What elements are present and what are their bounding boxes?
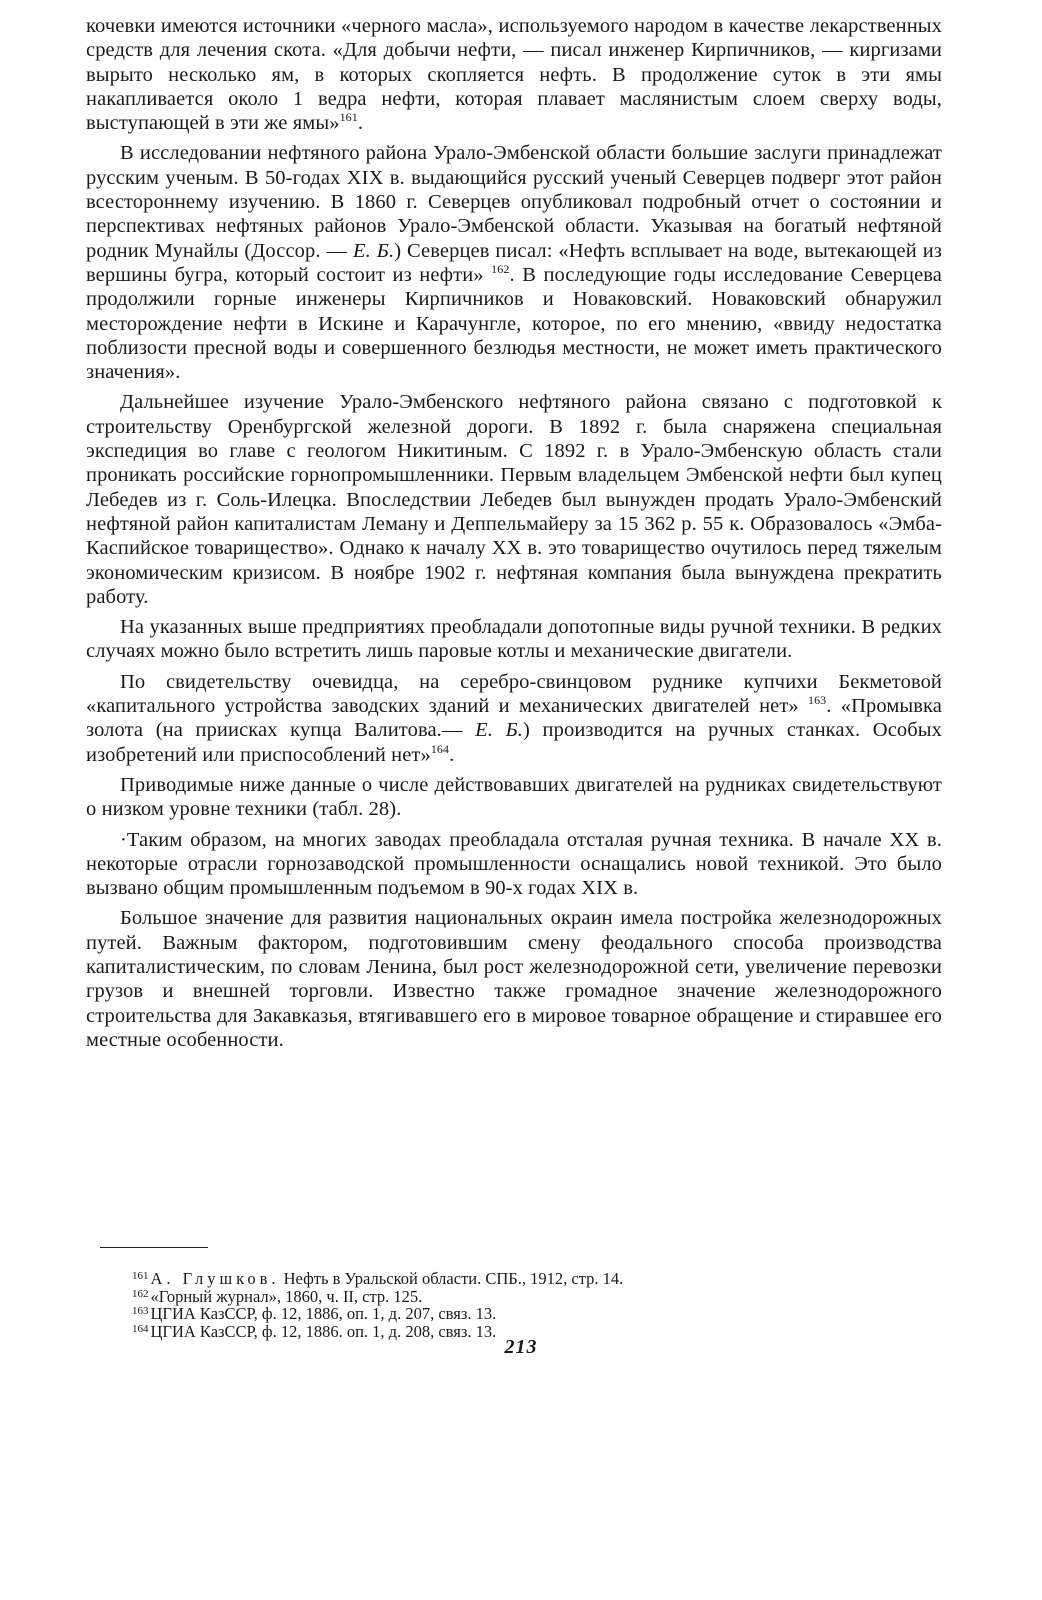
- footnotes: [132, 1270, 932, 1340]
- footnote-ref-162[interactable]: 162: [491, 261, 510, 276]
- paragraph-5: По свидетельству очевидца, на серебро-свинцовом руднике купчихи Бекметовой «капитального устройства заводских зданий и механических двигателей нет» $^{163}$. «Промывка золота (на приисках купца Валитова.— Е. Б.) производится на ручных станках. Особых изобретений или приспособлений нет»$^{164}$.: [86, 670, 942, 766]
- page-body: [86, 14, 942, 1058]
- footnote-162: $^{162}$ «Горный журнал», 1860, ч. II, стр. 125.: [132, 1286, 423, 1306]
- page-number: 213: [504, 1336, 538, 1358]
- paragraph-1: кочевки имеются источники «черного масла», используемого народом в качестве лекарственных средств для лечения скота. «Для добычи нефти, — писал инженер Кирпичников, — киргизами вырыто несколько ям, в которых скопляется нефть. В продолжение суток в эти ямы накапливается около 1 ведра нефти, которая плавает маслянистым слоем сверху воды, выступающей в эти же ямы»$^{161}$.: [86, 15, 942, 135]
- paragraph-4: На указанных выше предприятиях преобладали допотопные виды ручной техники. В редких случаях можно было встретить лишь паровые котлы и механические двигатели.: [86, 616, 942, 663]
- paragraph-8: Большое значение для развития национальных окраин имела постройка железнодорожных путей. Важным фактором, подготовившим смену феодального способа производства капиталистическим, по словам Ленина, был рост железнодорожной сети, увеличение перевозки грузов и внешней торговли. Известно также громадное значение железнодорожного строительства для Закавказья, втягивавшего его в мировое товарное обращение и стиравшее его местные особенности.: [86, 907, 942, 1051]
- paragraph-2: В исследовании нефтяного района Урало-Эмбенской области большие заслуги принадлежат русским ученым. В 50-годах XIX в. выдающийся русский ученый Северцев подверг этот район всестороннему изучению. В 1860 г. Северцев опубликовал подробный отчет о состоянии и перспективах нефтяных районов Урало-Эмбенской области. Указывая на богатый нефтяной родник Мунайлы (Доссор. — Е. Б.) Северцев писал: «Нефть всплывает на воде, вытекающей из вершины бугра, который состоит из нефти» $^{162}$. В последующие годы исследование Северцева продолжили горные инженеры Кирпичников и Новаковский. Новаковский обнаружил месторождение нефти в Искине и Карачунгле, которое, по его мнению, «ввиду недостатка поблизости пресной воды и совершенного безлюдья местности, не может иметь практического значения».: [86, 142, 943, 384]
- footnote-author: А. Глушков.: [150, 1269, 280, 1288]
- footnote-161: $^{161}$ А. Глушков. Нефть в Уральской области. СПБ., 1912, стр. 14.: [132, 1269, 624, 1288]
- paragraph-7: ·Таким образом, на многих заводах преобладала отсталая ручная техника. В начале XX в. некоторые отрасли горнозаводской промышленности оснащались новой техникой. Это было вызвано общим промышленным подъемом в 90-х годах XIX в.: [86, 828, 942, 900]
- footnote-ref-164[interactable]: 164: [430, 741, 450, 756]
- footnote-ref-163[interactable]: 163: [807, 693, 827, 708]
- paragraph-3: Дальнейшее изучение Урало-Эмбенского нефтяного района связано с подготовкой к строительству Оренбургской железной дороги. В 1892 г. была снаряжена специальная экспедиция во главе с геологом Никитиным. С 1892 г. в Урало-Эмбенскую область стали проникать российские горнопромышленники. Первым владельцем Эмбенской нефти был купец Лебедев из г. Соль-Илецка. Впоследствии Лебедев был вынужден продать Урало-Эмбенский нефтяной район капиталистам Леману и Деппельмайеру за 15 362 р. 55 к. Образовалось «Эмба-Каспийское товарищество». Однако к началу XX в. это товарищество очутилось перед тяжелым экономическим кризисом. В ноябре 1902 г. нефтяная компания была вынуждена прекратить работу.: [86, 391, 942, 608]
- footnote-ref-161[interactable]: 161: [339, 110, 358, 125]
- footnote-163: $^{163}$ ЦГИА КазССР, ф. 12, 1886, оп. 1, д. 207, связ. 13.: [132, 1304, 497, 1324]
- paragraph-6: Приводимые ниже данные о числе действовавших двигателей на рудниках свидетельствуют о низком уровне техники (табл. 28).: [86, 773, 942, 821]
- author-initials: Е. Б.: [353, 239, 395, 262]
- author-initials: Е. Б.: [475, 719, 523, 742]
- footnote-divider: [100, 1247, 208, 1248]
- footnote-164: $^{164}$ ЦГИА КазССР, ф. 12, 1886. оп. 1, д. 208, связ. 13.: [132, 1321, 497, 1341]
